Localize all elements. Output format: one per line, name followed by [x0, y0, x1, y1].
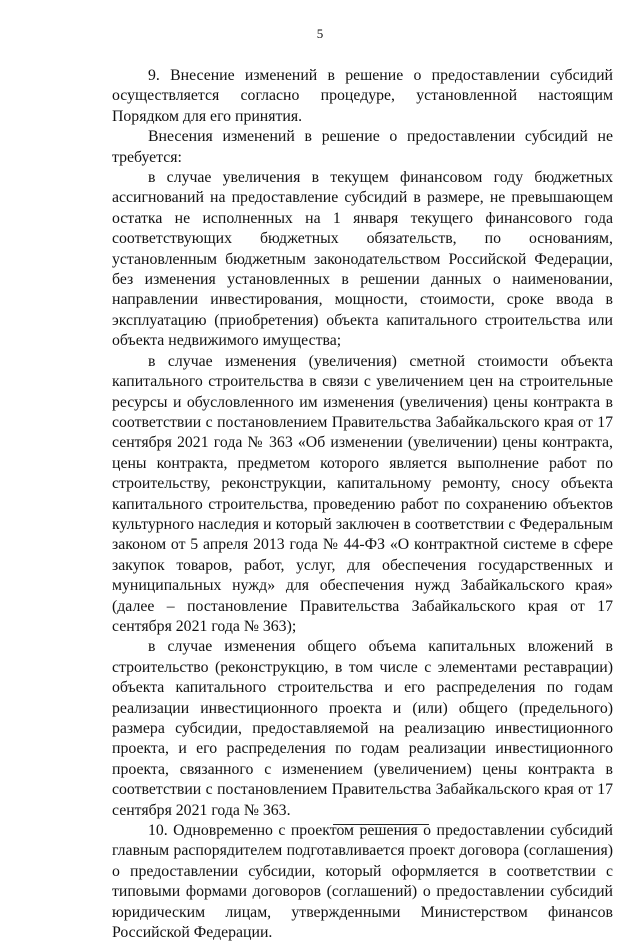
- paragraph-no-changes-required: Внесения изменений в решение о предоставлении субсидий не требуется:: [112, 128, 613, 166]
- paragraph-case-estimate-increase: в случае изменения (увеличения) сметной стоимости объекта капитального строительства в связи с увеличением цен на строительные ресурсы и обусловленного им изменения (увеличения) цены контракта в соответствии с постановлением Правительства Забайкальского края от 17 сентября 2021 года № 363 «Об изменении (увеличении) цены контракта, цены контракта, предметом которого является выполнение работ по строительству, реконструкции, капитальному ремонту, сносу объекта капитального строительства, проведению работ по сохранению объектов культурного наследия и который заключен в соответствии с Федеральным законом от 5 апреля 2013 года № 44-ФЗ «О контрактной системе в сфере закупок товаров, работ, услуг, для обеспечения государственных и муниципальных нужд» для обеспечения нужд Забайкальского края» (далее – постановление Правительства Забайкальского края от 17 сентября 2021 года № 363);: [112, 352, 613, 635]
- paragraph-case-budget-increase: в случае увеличения в текущем финансовом году бюджетных ассигнований на предоставление субсидий в размере, не превышающем остатка не исполненных на 1 января текущего финансового года соответствующих бюджетных обязательств, по основаниям, установленным бюджетным законодательством Российской Федерации, без изменения установленных в решении данных о наименовании, направлении инвестирования, мощности, стоимости, сроке ввода в эксплуатацию (приобретения) объекта капитального строительства или объекта недвижимого имущества;: [112, 169, 613, 350]
- end-divider-line: [333, 824, 429, 825]
- document-body: [112, 66, 613, 943]
- paragraph-case-capital-investment-change: в случае изменения общего объема капитальных вложений в строительство (реконструкцию, в том числе с элементами реставрации) объекта капитального строительства и его распределения по годам реализации инвестиционного проекта и (или) общего (предельного) размера субсидии, предоставляемой на реализацию инвестиционного проекта, и его распределения по годам реализации инвестиционного проекта, связанного с изменением (увеличением) цены контракта в соответствии с постановлением Правительства Забайкальского края от 17 сентября 2021 года № 363.: [112, 638, 613, 819]
- page-number: 5: [316, 26, 324, 41]
- paragraph-item-10: 10. Одновременно с проектом решения о предоставлении субсидий главным распорядителем подготавливается проект договора (соглашения) о предоставлении субсидии, который оформляется в соответствии с типовыми формами договоров (соглашений) о предоставлении субсидий юридическим лицам, утвержденными Министерством финансов Российской Федерации.: [112, 822, 613, 942]
- paragraph-item-9: 9. Внесение изменений в решение о предоставлении субсидий осуществляется согласно процедуре, установленной настоящим Порядком для его принятия.: [112, 67, 613, 125]
